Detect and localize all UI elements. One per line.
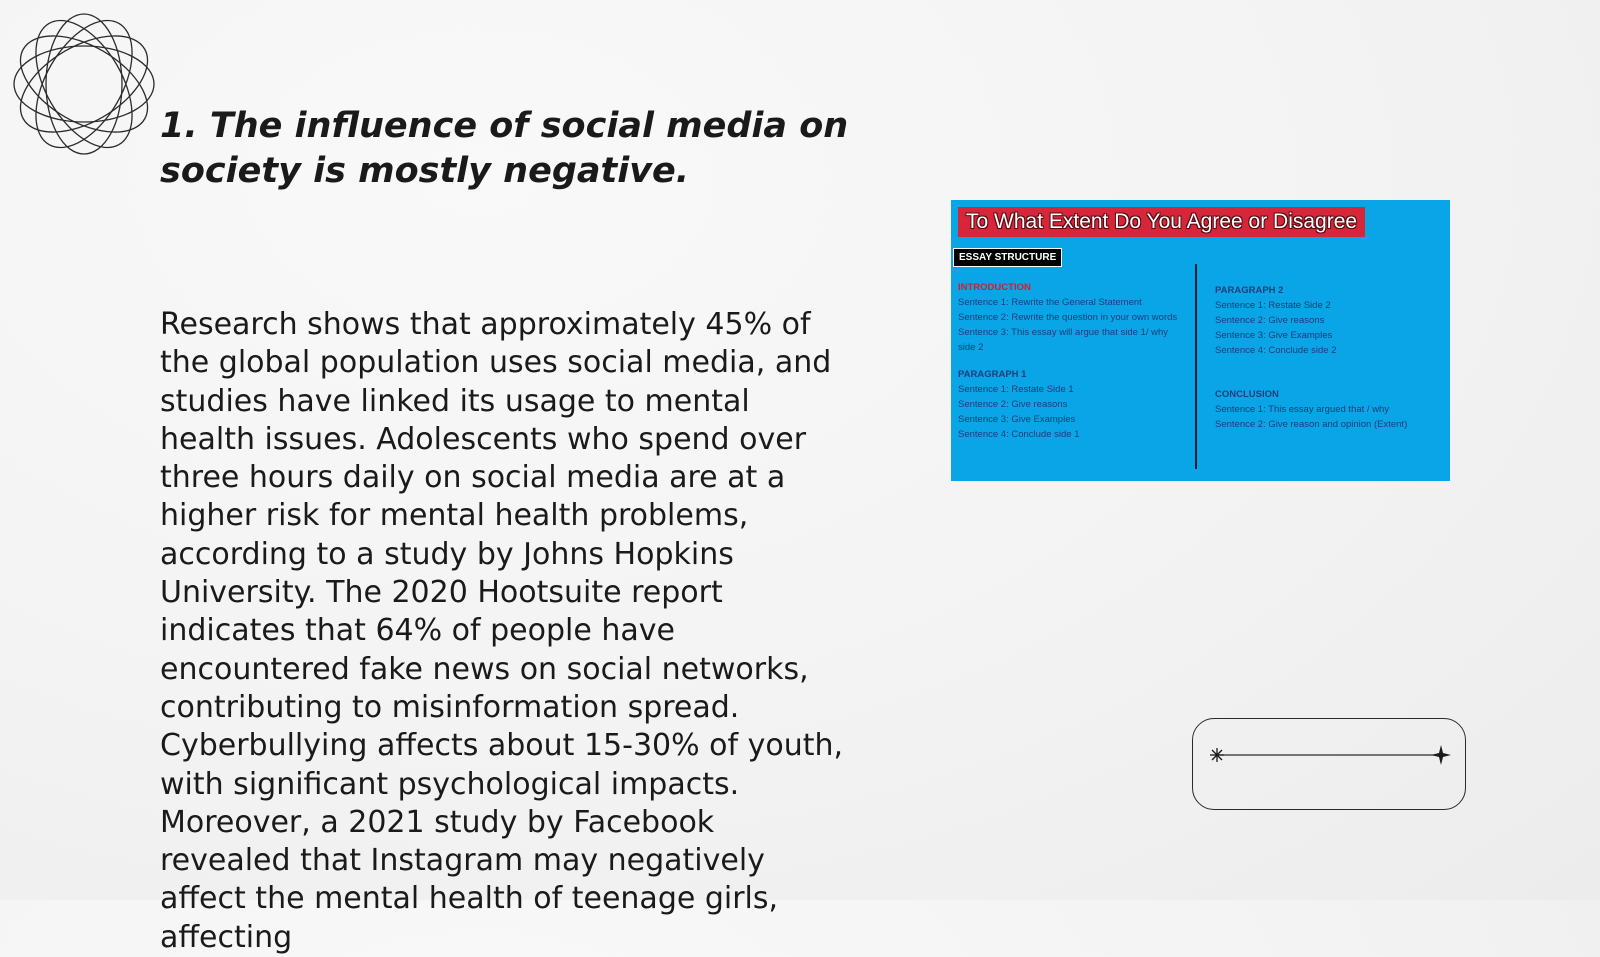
column-divider xyxy=(1195,264,1197,469)
slide-body-text: Research shows that approximately 45% of the global population uses social media, and studies have linked its usage to mental health issues. Adolescents who spend over three hours daily on social media are at a higher risk for mental health problems, according to a study by Johns Hopkins University. The 2020 Hootsuite report indicates that 64% of people have encountered fake news on social networks, contributing to misinformation spread. Cyberbullying affects about 15-30% of youth, with significant psychological impacts. Moreover, a 2021 study by Facebook revealed that Instagram may negatively affect the mental health of teenage girls, affecting xyxy=(160,307,844,955)
essay-right-column xyxy=(1215,283,1445,432)
intro-line: Sentence 1: Rewrite the General Statement xyxy=(958,297,1142,308)
interlocking-circles-logo-icon xyxy=(10,10,158,158)
slide-title: 1. The influence of social media on society is mostly negative. xyxy=(160,106,849,191)
four-point-star-icon xyxy=(1431,745,1451,765)
intro-heading: INTRODUCTION xyxy=(958,282,1031,293)
essay-structure-image xyxy=(951,200,1450,481)
paragraph1-heading: PARAGRAPH 1 xyxy=(958,369,1027,380)
paragraph1-line: Sentence 3: Give Examples xyxy=(958,414,1076,425)
essay-structure-badge: ESSAY STRUCTURE xyxy=(953,248,1062,267)
intro-line: Sentence 2: Rewrite the question in your own words xyxy=(958,312,1178,323)
paragraph2-line: Sentence 2: Give reasons xyxy=(1215,315,1325,326)
paragraph2-line: Sentence 3: Give Examples xyxy=(1215,330,1333,341)
sparkle-icon xyxy=(1210,748,1224,762)
paragraph1-line: Sentence 1: Restate Side 1 xyxy=(958,384,1074,395)
conclusion-heading: CONCLUSION xyxy=(1215,389,1279,400)
intro-line: Sentence 3: This essay will argue that side 1/ why side 2 xyxy=(958,327,1168,353)
essay-image-title: To What Extent Do You Agree or Disagree xyxy=(958,207,1365,237)
paragraph2-line: Sentence 1: Restate Side 2 xyxy=(1215,300,1331,311)
paragraph2-heading: PARAGRAPH 2 xyxy=(1215,285,1284,296)
conclusion-line: Sentence 2: Give reason and opinion (Extent) xyxy=(1215,419,1408,430)
essay-left-column xyxy=(958,280,1188,442)
decorative-line-with-stars xyxy=(1205,745,1455,765)
paragraph1-line: Sentence 2: Give reasons xyxy=(958,399,1068,410)
paragraph2-line: Sentence 4: Conclude side 2 xyxy=(1215,345,1337,356)
conclusion-line: Sentence 1: This essay argued that / why xyxy=(1215,404,1390,415)
paragraph1-line: Sentence 4: Conclude side 1 xyxy=(958,429,1080,440)
